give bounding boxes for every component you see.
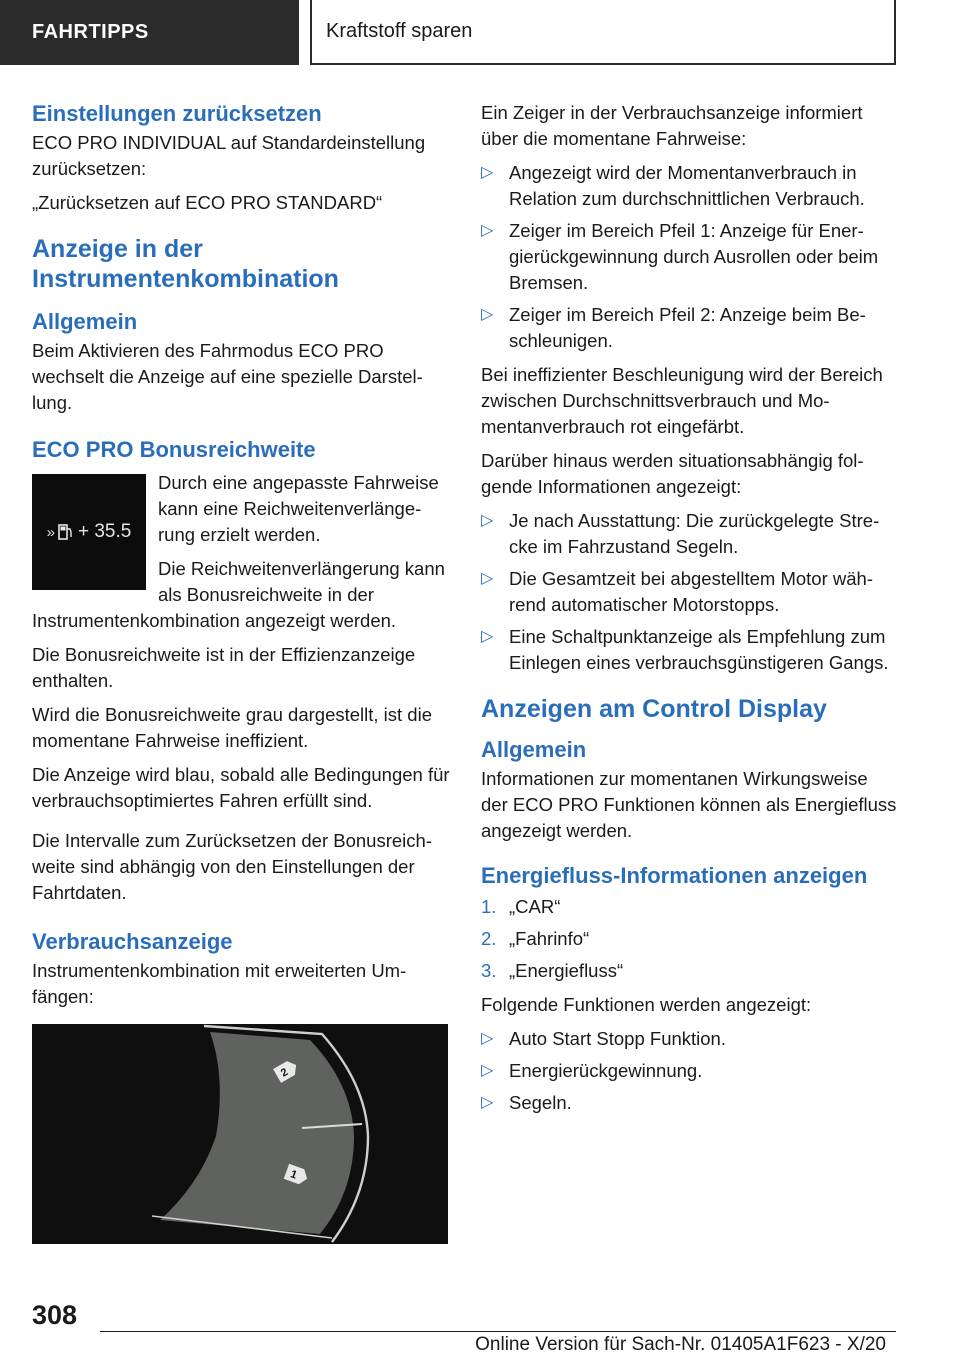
list-item xyxy=(481,566,899,618)
triangle-right-icon: ▷ xyxy=(481,1030,494,1047)
paragraph: Folgende Funktionen werden angezeigt: xyxy=(481,994,812,1015)
list-item xyxy=(481,508,899,560)
list-item-text: Eine Schaltpunktanzeige als Empfehlung zum Einlegen eines verbrauchsgünstigeren Gangs. xyxy=(509,626,889,673)
list-item-text: Energierückgewinnung. xyxy=(509,1060,703,1081)
list-item-text: Je nach Ausstattung: Die zurückgelegte Strecke im Fahrzustand Segeln. xyxy=(509,510,880,557)
online-version-note: Online Version für Sach-Nr. 01405A1F623 - X/20 xyxy=(475,1334,886,1355)
triangle-right-icon: ▷ xyxy=(481,1062,494,1079)
list-item xyxy=(481,1058,899,1084)
right-column xyxy=(481,100,899,1124)
list-item-text: Auto Start Stopp Funktion. xyxy=(509,1028,726,1049)
list-item xyxy=(481,160,899,212)
list-item-text: Angezeigt wird der Momentanverbrauch in Relation zum durchschnittlichen Verbrauch. xyxy=(509,162,865,209)
heading-general: Allgemein xyxy=(481,737,587,762)
paragraph: Beim Aktivieren des Fahrmodus ECO PRO wechselt die Anzeige auf eine spezielle Darstellung. xyxy=(32,340,423,413)
list-item xyxy=(481,1090,899,1116)
list-item xyxy=(481,302,899,354)
heading-consumption-display: Verbrauchsanzeige xyxy=(32,929,233,954)
heading-general: Allgemein xyxy=(32,309,138,334)
arrow-1-label: 1 xyxy=(288,1168,299,1182)
list-item xyxy=(481,624,899,676)
chapter-tab: FAHRTIPPS xyxy=(0,0,299,65)
step-item xyxy=(481,958,899,984)
triangle-right-icon: ▷ xyxy=(481,628,494,645)
paragraph: Informationen zur momentanen Wirkungsweise der ECO PRO Funktionen können als Energiefluss angezeigt werden. xyxy=(481,768,897,841)
step-text: „Fahrinfo“ xyxy=(509,928,590,949)
bonus-range-image xyxy=(32,474,146,590)
heading-bonus-range: ECO PRO Bonusreichweite xyxy=(32,437,316,462)
fuel-pump-icon xyxy=(58,523,74,541)
step-text: „Energiefluss“ xyxy=(509,960,624,981)
list-item xyxy=(481,1026,899,1052)
step-number: 1. xyxy=(481,896,497,917)
paragraph: Wird die Bonusreichweite grau dargestellt, ist die momentane Fahrweise ineffizient. xyxy=(32,704,432,751)
step-number: 3. xyxy=(481,960,497,981)
triangle-right-icon: ▷ xyxy=(481,222,494,239)
list-item xyxy=(481,218,899,296)
paragraph: Die Anzeige wird blau, sobald alle Bedingungen für verbrauchsoptimiertes Fahren erfüllt sind. xyxy=(32,764,450,811)
heading-energy-flow: Energiefluss-Informationen anzeigen xyxy=(481,863,868,888)
triangle-right-icon: ▷ xyxy=(481,512,494,529)
heading-control-display: Anzeigen am Control Display xyxy=(481,695,827,723)
list-item-text: Zeiger im Bereich Pfeil 1: Anzeige für Energierückgewinnung durch Ausrollen oder beim Bremsen. xyxy=(509,220,879,293)
consumption-gauge-image xyxy=(32,1024,448,1244)
paragraph: Die Bonusreichweite ist in der Effizienzanzeige enthalten. xyxy=(32,644,416,691)
step-number: 2. xyxy=(481,928,497,949)
bonus-range-value: + 35.5 xyxy=(77,521,132,542)
section-title: Kraftstoff sparen xyxy=(310,0,896,65)
footer-divider xyxy=(100,1331,896,1332)
paragraph: Instrumentenkombination mit erweiterten Umfängen: xyxy=(32,960,407,1007)
triangle-right-icon: ▷ xyxy=(481,306,494,323)
page-number: 308 xyxy=(32,1300,78,1330)
heading-instrument-display: Anzeige in der Instrumentenkombination xyxy=(32,235,339,293)
left-column xyxy=(32,100,450,1244)
list-item-text: Die Gesamtzeit bei abgestelltem Motor während automatischer Motorstopps. xyxy=(509,568,873,615)
list-item-text: Segeln. xyxy=(509,1092,572,1113)
bullet-list-pointer xyxy=(481,160,899,354)
heading-reset-settings: Einstellungen zurücksetzen xyxy=(32,101,322,126)
step-text: „CAR“ xyxy=(509,896,561,917)
paragraph: Bei ineffizienter Beschleunigung wird der Bereich zwischen Durchschnittsverbrauch und Momentanverbrauch rot eingefärbt. xyxy=(481,364,883,437)
step-item xyxy=(481,926,899,952)
steps-list xyxy=(481,894,899,984)
paragraph: Durch eine angepasste Fahrweise kann eine Reichweitenverlängerung erzielt werden. xyxy=(158,472,439,545)
paragraph: Ein Zeiger in der Verbrauchsanzeige informiert über die momentane Fahrweise: xyxy=(481,102,863,149)
triangle-right-icon: ▷ xyxy=(481,164,494,181)
triangle-right-icon: ▷ xyxy=(481,1094,494,1111)
list-item-text: Zeiger im Bereich Pfeil 2: Anzeige beim Beschleunigen. xyxy=(509,304,866,351)
bullet-list-functions xyxy=(481,1026,899,1116)
double-chevron-icon: » xyxy=(46,523,55,541)
bullet-list-info xyxy=(481,508,899,676)
paragraph: „Zurücksetzen auf ECO PRO STANDARD“ xyxy=(32,192,383,213)
triangle-right-icon: ▷ xyxy=(481,570,494,587)
paragraph: ECO PRO INDIVIDUAL auf Standardeinstellung zurücksetzen: xyxy=(32,132,426,179)
paragraph: Die Reichweitenverlängerung kann als Bonusreichweite in der Instrumentenkombination angezeigt werden. xyxy=(32,558,445,631)
paragraph: Darüber hinaus werden situationsabhängig folgende Informationen angezeigt: xyxy=(481,450,864,497)
arrow-2-label: 2 xyxy=(278,1066,291,1080)
paragraph: Die Intervalle zum Zurücksetzen der Bonusreichweite sind abhängig von den Einstellungen der Fahrtdaten. xyxy=(32,830,432,903)
step-item xyxy=(481,894,899,920)
